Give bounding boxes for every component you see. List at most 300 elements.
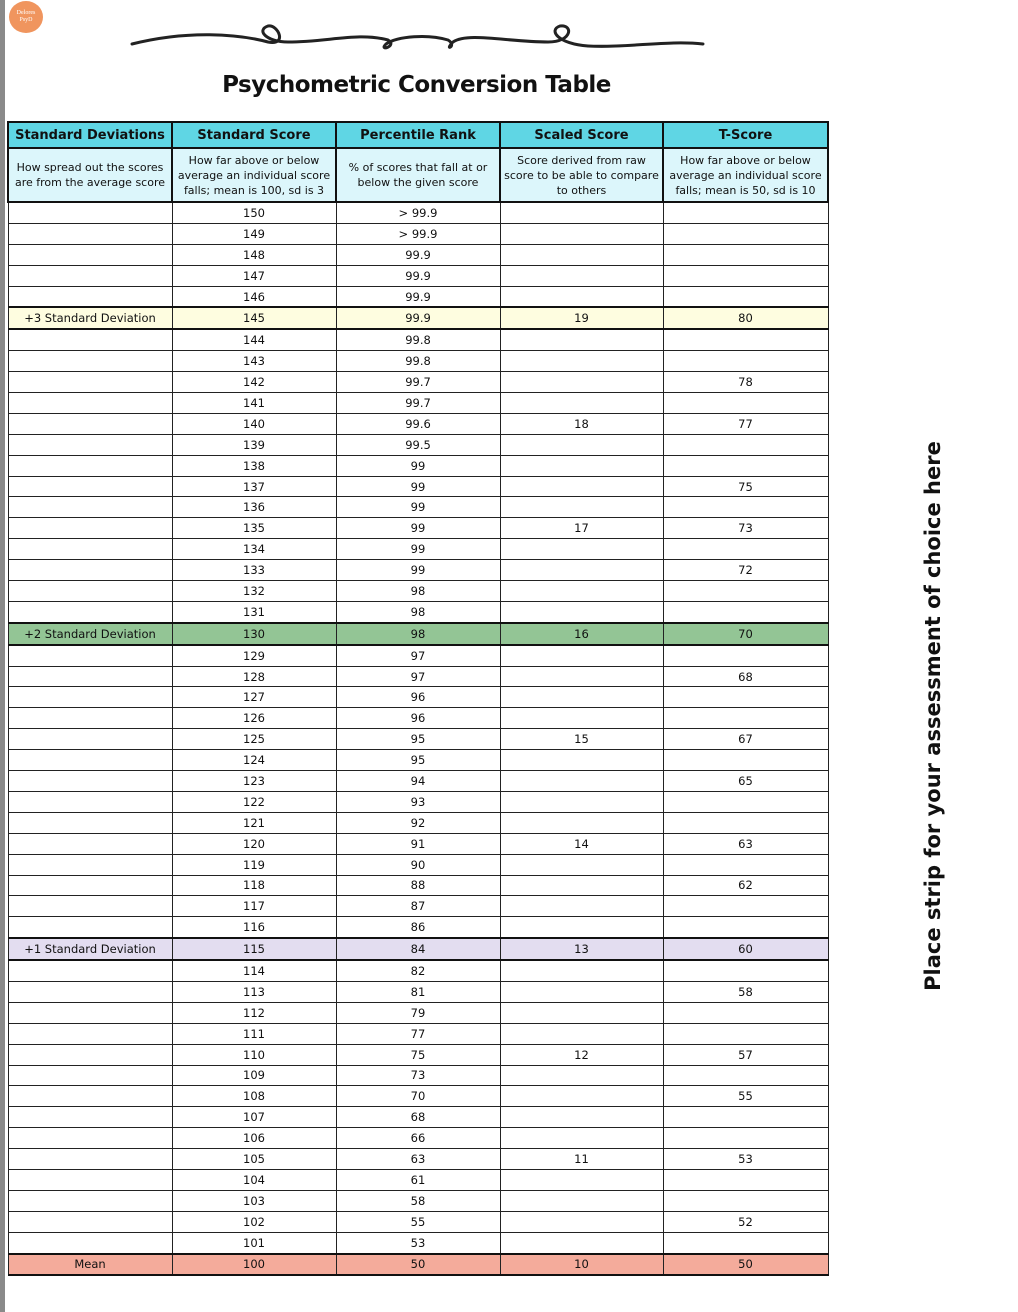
description-row	[8, 148, 828, 202]
t-score-cell	[663, 896, 828, 917]
percentile-rank-cell: 50	[336, 1254, 500, 1276]
percentile-rank-cell: 68	[336, 1107, 500, 1128]
standard-deviation-cell	[8, 645, 172, 666]
standard-deviation-cell	[8, 581, 172, 602]
standard-score-cell: 131	[172, 601, 336, 622]
standard-deviation-cell	[8, 434, 172, 455]
table-row	[8, 1190, 828, 1211]
t-score-cell: 70	[663, 623, 828, 645]
standard-deviation-cell	[8, 666, 172, 687]
percentile-rank-cell: 94	[336, 771, 500, 792]
table-row	[8, 896, 828, 917]
table-row	[8, 960, 828, 981]
percentile-rank-cell: 79	[336, 1002, 500, 1023]
scaled-score-cell	[500, 1086, 663, 1107]
table-row	[8, 539, 828, 560]
standard-score-cell: 124	[172, 750, 336, 771]
standard-score-cell: 100	[172, 1254, 336, 1276]
standard-deviation-cell	[8, 560, 172, 581]
scaled-score-cell	[500, 854, 663, 875]
t-score-cell	[663, 581, 828, 602]
percentile-rank-cell: 99.6	[336, 413, 500, 434]
scaled-score-cell	[500, 434, 663, 455]
standard-deviation-cell	[8, 518, 172, 539]
percentile-rank-cell: 87	[336, 896, 500, 917]
standard-deviation-cell	[8, 750, 172, 771]
standard-deviation-cell	[8, 1086, 172, 1107]
scaled-score-cell	[500, 202, 663, 223]
scaled-score-cell	[500, 1002, 663, 1023]
scaled-score-cell	[500, 601, 663, 622]
table-row	[8, 1211, 828, 1232]
table-row	[8, 729, 828, 750]
standard-deviation-cell	[8, 981, 172, 1002]
scaled-score-cell	[500, 1023, 663, 1044]
percentile-rank-cell: 99.8	[336, 351, 500, 372]
standard-score-cell: 136	[172, 497, 336, 518]
standard-deviation-cell	[8, 1107, 172, 1128]
page-title: Psychometric Conversion Table	[222, 72, 611, 98]
percentile-rank-cell: 99.8	[336, 329, 500, 350]
scaled-score-cell	[500, 539, 663, 560]
percentile-rank-cell: 81	[336, 981, 500, 1002]
standard-score-cell: 141	[172, 393, 336, 414]
scaled-score-cell	[500, 455, 663, 476]
scaled-score-cell: 13	[500, 938, 663, 960]
table-row	[8, 1232, 828, 1253]
standard-deviation-cell	[8, 393, 172, 414]
percentile-rank-cell: 58	[336, 1190, 500, 1211]
table-row	[8, 750, 828, 771]
scaled-score-cell	[500, 917, 663, 938]
standard-deviation-cell	[8, 708, 172, 729]
percentile-rank-cell: 88	[336, 875, 500, 896]
t-score-cell	[663, 329, 828, 350]
scaled-score-cell	[500, 687, 663, 708]
percentile-rank-cell: 99	[336, 455, 500, 476]
percentile-rank-cell: 91	[336, 833, 500, 854]
standard-score-cell: 114	[172, 960, 336, 981]
standard-deviation-cell	[8, 351, 172, 372]
percentile-rank-cell: 82	[336, 960, 500, 981]
standard-deviation-cell	[8, 286, 172, 307]
scaled-score-cell	[500, 1107, 663, 1128]
scaled-score-cell	[500, 1128, 663, 1149]
standard-score-cell: 135	[172, 518, 336, 539]
column-header: Standard Deviations	[8, 122, 172, 148]
table-row	[8, 434, 828, 455]
table-row	[8, 265, 828, 286]
table-row	[8, 833, 828, 854]
table-row	[8, 329, 828, 350]
standard-score-cell: 121	[172, 812, 336, 833]
percentile-rank-cell: 99	[336, 560, 500, 581]
table-row	[8, 497, 828, 518]
standard-score-cell: 122	[172, 791, 336, 812]
page-edge	[0, 0, 5, 1312]
table-row	[8, 708, 828, 729]
t-score-cell: 65	[663, 771, 828, 792]
scaled-score-cell	[500, 708, 663, 729]
percentile-rank-cell: 99	[336, 497, 500, 518]
decorative-flourish-icon	[128, 16, 708, 56]
t-score-cell	[663, 286, 828, 307]
standard-deviation-cell	[8, 1065, 172, 1086]
percentile-rank-cell: 97	[336, 645, 500, 666]
scaled-score-cell	[500, 372, 663, 393]
standard-score-cell: 104	[172, 1169, 336, 1190]
scaled-score-cell	[500, 497, 663, 518]
standard-deviation-cell	[8, 1190, 172, 1211]
percentile-rank-cell: > 99.9	[336, 202, 500, 223]
standard-score-cell: 143	[172, 351, 336, 372]
scaled-score-cell	[500, 560, 663, 581]
table-row	[8, 393, 828, 414]
table-row	[8, 687, 828, 708]
standard-deviation-cell	[8, 729, 172, 750]
standard-score-cell: 146	[172, 286, 336, 307]
standard-score-cell: 144	[172, 329, 336, 350]
standard-score-cell: 116	[172, 917, 336, 938]
scaled-score-cell	[500, 329, 663, 350]
percentile-rank-cell: 73	[336, 1065, 500, 1086]
percentile-rank-cell: 75	[336, 1044, 500, 1065]
scaled-score-cell	[500, 286, 663, 307]
table-row	[8, 351, 828, 372]
t-score-cell: 80	[663, 307, 828, 329]
scaled-score-cell	[500, 896, 663, 917]
standard-score-cell: 140	[172, 413, 336, 434]
standard-deviation-cell	[8, 1232, 172, 1253]
scaled-score-cell	[500, 1232, 663, 1253]
table-row	[8, 1169, 828, 1190]
scaled-score-cell	[500, 791, 663, 812]
t-score-cell	[663, 960, 828, 981]
standard-deviation-cell	[8, 202, 172, 223]
column-description: How spread out the scores are from the average score	[8, 148, 172, 202]
t-score-cell	[663, 708, 828, 729]
t-score-cell	[663, 791, 828, 812]
t-score-cell	[663, 1002, 828, 1023]
percentile-rank-cell: 93	[336, 791, 500, 812]
t-score-cell: 57	[663, 1044, 828, 1065]
percentile-rank-cell: 99.9	[336, 265, 500, 286]
scaled-score-cell	[500, 393, 663, 414]
scaled-score-cell	[500, 875, 663, 896]
scaled-score-cell: 19	[500, 307, 663, 329]
t-score-cell	[663, 223, 828, 244]
standard-score-cell: 101	[172, 1232, 336, 1253]
t-score-cell: 63	[663, 833, 828, 854]
table-row	[8, 1149, 828, 1170]
column-header: Scaled Score	[500, 122, 663, 148]
t-score-cell: 68	[663, 666, 828, 687]
table-row	[8, 938, 828, 960]
t-score-cell	[663, 244, 828, 265]
percentile-rank-cell: 99	[336, 539, 500, 560]
t-score-cell	[663, 1128, 828, 1149]
t-score-cell: 72	[663, 560, 828, 581]
header-row	[8, 122, 828, 148]
table-row	[8, 1044, 828, 1065]
percentile-rank-cell: 99.9	[336, 286, 500, 307]
standard-score-cell: 148	[172, 244, 336, 265]
scaled-score-cell	[500, 1065, 663, 1086]
column-description: Score derived from raw score to be able to compare to others	[500, 148, 663, 202]
percentile-rank-cell: 99	[336, 476, 500, 497]
standard-deviation-cell	[8, 791, 172, 812]
t-score-cell	[663, 393, 828, 414]
standard-score-cell: 110	[172, 1044, 336, 1065]
table-row	[8, 581, 828, 602]
table-row	[8, 244, 828, 265]
standard-score-cell: 133	[172, 560, 336, 581]
percentile-rank-cell: 96	[336, 687, 500, 708]
scaled-score-cell: 14	[500, 833, 663, 854]
t-score-cell: 53	[663, 1149, 828, 1170]
table-row	[8, 223, 828, 244]
scaled-score-cell	[500, 265, 663, 286]
table-row	[8, 812, 828, 833]
standard-score-cell: 120	[172, 833, 336, 854]
standard-score-cell: 128	[172, 666, 336, 687]
table-row	[8, 791, 828, 812]
assessment-strip-note: Place strip for your assessment of choice here	[921, 441, 945, 991]
standard-score-cell: 112	[172, 1002, 336, 1023]
standard-score-cell: 106	[172, 1128, 336, 1149]
table-row	[8, 981, 828, 1002]
scaled-score-cell	[500, 981, 663, 1002]
standard-deviation-cell	[8, 1211, 172, 1232]
percentile-rank-cell: > 99.9	[336, 223, 500, 244]
t-score-cell	[663, 1169, 828, 1190]
standard-deviation-cell	[8, 497, 172, 518]
scaled-score-cell: 18	[500, 413, 663, 434]
scaled-score-cell	[500, 1169, 663, 1190]
standard-score-cell: 149	[172, 223, 336, 244]
standard-score-cell: 119	[172, 854, 336, 875]
column-description: How far above or below average an individual score falls; mean is 50, sd is 10	[663, 148, 828, 202]
standard-deviation-cell	[8, 1002, 172, 1023]
scaled-score-cell	[500, 1190, 663, 1211]
standard-score-cell: 138	[172, 455, 336, 476]
standard-score-cell: 150	[172, 202, 336, 223]
standard-deviation-cell	[8, 223, 172, 244]
t-score-cell	[663, 539, 828, 560]
percentile-rank-cell: 77	[336, 1023, 500, 1044]
table-row	[8, 645, 828, 666]
percentile-rank-cell: 99.9	[336, 244, 500, 265]
t-score-cell	[663, 917, 828, 938]
standard-deviation-cell	[8, 812, 172, 833]
standard-deviation-cell	[8, 329, 172, 350]
t-score-cell	[663, 1190, 828, 1211]
t-score-cell: 60	[663, 938, 828, 960]
percentile-rank-cell: 98	[336, 601, 500, 622]
table-row	[8, 518, 828, 539]
column-description: How far above or below average an individual score falls; mean is 100, sd is 3	[172, 148, 336, 202]
standard-score-cell: 111	[172, 1023, 336, 1044]
standard-score-cell: 137	[172, 476, 336, 497]
column-header: Standard Score	[172, 122, 336, 148]
table-row	[8, 1128, 828, 1149]
logo: Delores PsyD	[9, 1, 43, 33]
standard-deviation-cell: Mean	[8, 1254, 172, 1276]
t-score-cell	[663, 1232, 828, 1253]
scaled-score-cell: 16	[500, 623, 663, 645]
standard-deviation-cell	[8, 539, 172, 560]
standard-score-cell: 102	[172, 1211, 336, 1232]
table-row	[8, 875, 828, 896]
table-row	[8, 307, 828, 329]
scaled-score-cell	[500, 645, 663, 666]
standard-score-cell: 139	[172, 434, 336, 455]
standard-deviation-cell	[8, 960, 172, 981]
standard-score-cell: 129	[172, 645, 336, 666]
table-row	[8, 623, 828, 645]
standard-score-cell: 125	[172, 729, 336, 750]
scaled-score-cell	[500, 581, 663, 602]
percentile-rank-cell: 84	[336, 938, 500, 960]
percentile-rank-cell: 95	[336, 729, 500, 750]
standard-deviation-cell	[8, 1044, 172, 1065]
standard-deviation-cell	[8, 833, 172, 854]
t-score-cell: 75	[663, 476, 828, 497]
column-header: Percentile Rank	[336, 122, 500, 148]
conversion-table	[7, 121, 829, 1276]
percentile-rank-cell: 63	[336, 1149, 500, 1170]
t-score-cell	[663, 812, 828, 833]
standard-score-cell: 126	[172, 708, 336, 729]
standard-deviation-cell	[8, 413, 172, 434]
standard-score-cell: 142	[172, 372, 336, 393]
percentile-rank-cell: 92	[336, 812, 500, 833]
standard-deviation-cell	[8, 1128, 172, 1149]
scaled-score-cell	[500, 750, 663, 771]
t-score-cell	[663, 601, 828, 622]
standard-deviation-cell	[8, 476, 172, 497]
percentile-rank-cell: 86	[336, 917, 500, 938]
t-score-cell	[663, 351, 828, 372]
table-row	[8, 601, 828, 622]
t-score-cell: 77	[663, 413, 828, 434]
t-score-cell	[663, 455, 828, 476]
standard-deviation-cell: +3 Standard Deviation	[8, 307, 172, 329]
standard-score-cell: 113	[172, 981, 336, 1002]
t-score-cell	[663, 1023, 828, 1044]
standard-score-cell: 145	[172, 307, 336, 329]
table-row	[8, 666, 828, 687]
scaled-score-cell	[500, 1211, 663, 1232]
standard-score-cell: 147	[172, 265, 336, 286]
standard-score-cell: 118	[172, 875, 336, 896]
scaled-score-cell	[500, 476, 663, 497]
standard-score-cell: 127	[172, 687, 336, 708]
table-row	[8, 1065, 828, 1086]
percentile-rank-cell: 90	[336, 854, 500, 875]
standard-deviation-cell: +1 Standard Deviation	[8, 938, 172, 960]
table-row	[8, 476, 828, 497]
percentile-rank-cell: 55	[336, 1211, 500, 1232]
standard-score-cell: 109	[172, 1065, 336, 1086]
percentile-rank-cell: 95	[336, 750, 500, 771]
scaled-score-cell	[500, 351, 663, 372]
percentile-rank-cell: 99.9	[336, 307, 500, 329]
standard-deviation-cell	[8, 896, 172, 917]
standard-deviation-cell	[8, 601, 172, 622]
standard-score-cell: 103	[172, 1190, 336, 1211]
t-score-cell	[663, 202, 828, 223]
t-score-cell: 67	[663, 729, 828, 750]
standard-deviation-cell	[8, 687, 172, 708]
scaled-score-cell	[500, 960, 663, 981]
scaled-score-cell: 11	[500, 1149, 663, 1170]
scaled-score-cell	[500, 244, 663, 265]
standard-score-cell: 134	[172, 539, 336, 560]
percentile-rank-cell: 99	[336, 518, 500, 539]
standard-deviation-cell	[8, 875, 172, 896]
table-row	[8, 917, 828, 938]
table-row	[8, 1023, 828, 1044]
standard-score-cell: 132	[172, 581, 336, 602]
scaled-score-cell	[500, 812, 663, 833]
t-score-cell: 58	[663, 981, 828, 1002]
standard-score-cell: 107	[172, 1107, 336, 1128]
percentile-rank-cell: 66	[336, 1128, 500, 1149]
column-header: T-Score	[663, 122, 828, 148]
table-row	[8, 1254, 828, 1276]
standard-deviation-cell	[8, 372, 172, 393]
standard-deviation-cell	[8, 455, 172, 476]
table-row	[8, 771, 828, 792]
table-row	[8, 1002, 828, 1023]
percentile-rank-cell: 96	[336, 708, 500, 729]
standard-deviation-cell	[8, 265, 172, 286]
percentile-rank-cell: 97	[336, 666, 500, 687]
percentile-rank-cell: 98	[336, 581, 500, 602]
standard-score-cell: 123	[172, 771, 336, 792]
table-row	[8, 286, 828, 307]
t-score-cell	[663, 854, 828, 875]
t-score-cell	[663, 687, 828, 708]
standard-score-cell: 117	[172, 896, 336, 917]
t-score-cell	[663, 265, 828, 286]
t-score-cell	[663, 645, 828, 666]
table-row	[8, 413, 828, 434]
scaled-score-cell: 12	[500, 1044, 663, 1065]
standard-deviation-cell: +2 Standard Deviation	[8, 623, 172, 645]
scaled-score-cell	[500, 771, 663, 792]
scaled-score-cell	[500, 666, 663, 687]
percentile-rank-cell: 61	[336, 1169, 500, 1190]
table-row	[8, 372, 828, 393]
t-score-cell	[663, 1107, 828, 1128]
percentile-rank-cell: 53	[336, 1232, 500, 1253]
table-row	[8, 455, 828, 476]
t-score-cell	[663, 434, 828, 455]
standard-score-cell: 108	[172, 1086, 336, 1107]
scaled-score-cell	[500, 223, 663, 244]
t-score-cell	[663, 750, 828, 771]
t-score-cell	[663, 1065, 828, 1086]
table-row	[8, 1107, 828, 1128]
table-row	[8, 560, 828, 581]
scaled-score-cell: 17	[500, 518, 663, 539]
scaled-score-cell: 15	[500, 729, 663, 750]
standard-deviation-cell	[8, 854, 172, 875]
percentile-rank-cell: 99.5	[336, 434, 500, 455]
column-description: % of scores that fall at or below the given score	[336, 148, 500, 202]
